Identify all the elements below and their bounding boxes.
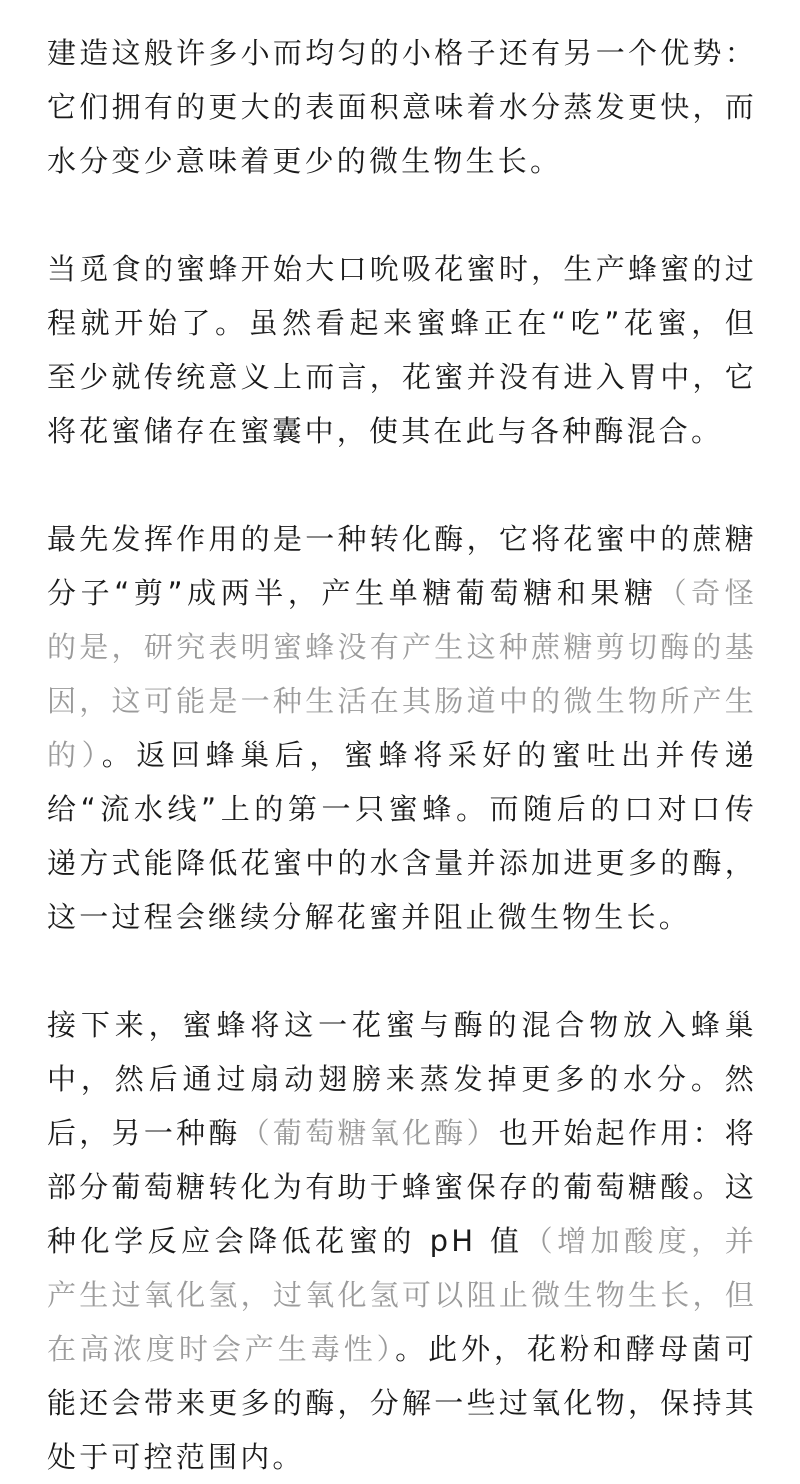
article-body — [47, 26, 757, 1484]
paragraph-4-aside-2: （增加酸度，并产生过氧化氢，过氧化氢可以阻止微生物生长，但在高浓度时会产生毒性） — [47, 1224, 757, 1366]
paragraph-1 — [47, 26, 757, 188]
paragraph-4-text-a: 接下来，蜜蜂将这一花蜜与酶的混合物放入蜂巢中，然后通过扇动翅膀来蒸发掉更多的水分。然后，另一种酶 — [47, 1008, 757, 1150]
paragraph-3-text-a: 最先发挥作用的是一种转化酶，它将花蜜中的蔗糖分子“剪”成两半，产生单糖葡萄糖和果糖 — [47, 522, 757, 610]
paragraph-2-text: 当觅食的蜜蜂开始大口吮吸花蜜时，生产蜂蜜的过程就开始了。虽然看起来蜜蜂正在“吃”花蜜，但至少就传统意义上而言，花蜜并没有进入胃中，它将花蜜储存在蜜囊中，使其在此与各种酶混合。 — [47, 252, 757, 448]
paragraph-4-text-c: 。此外，花粉和酵母菌可能还会带来更多的酶，分解一些过氧化物，保持其处于可控范围内。 — [47, 1332, 758, 1474]
paragraph-1-text: 建造这般许多小而均匀的小格子还有另一个优势：它们拥有的更大的表面积意味着水分蒸发更快，而水分变少意味着更少的微生物生长。 — [47, 36, 757, 178]
paragraph-4 — [47, 998, 757, 1484]
paragraph-3-aside: （奇怪的是，研究表明蜜蜂没有产生这种蔗糖剪切酶的基因，这可能是一种生活在其肠道中的微生物所产生的） — [47, 576, 757, 772]
paragraph-4-aside-1: （葡萄糖氧化酶） — [240, 1116, 499, 1150]
paragraph-3-text-b: 。返回蜂巢后，蜜蜂将采好的蜜吐出并传递给“流水线”上的第一只蜜蜂。而随后的口对口传递方式能降低花蜜中的水含量并添加进更多的酶，这一过程会继续分解花蜜并阻止微生物生长。 — [47, 738, 757, 934]
paragraph-4-text-b: 也开始起作用：将部分葡萄糖转化为有助于蜂蜜保存的葡萄糖酸。这种化学反应会降低花蜜的 pH 值 — [47, 1116, 757, 1258]
paragraph-2 — [47, 242, 757, 458]
paragraph-3 — [47, 512, 757, 944]
